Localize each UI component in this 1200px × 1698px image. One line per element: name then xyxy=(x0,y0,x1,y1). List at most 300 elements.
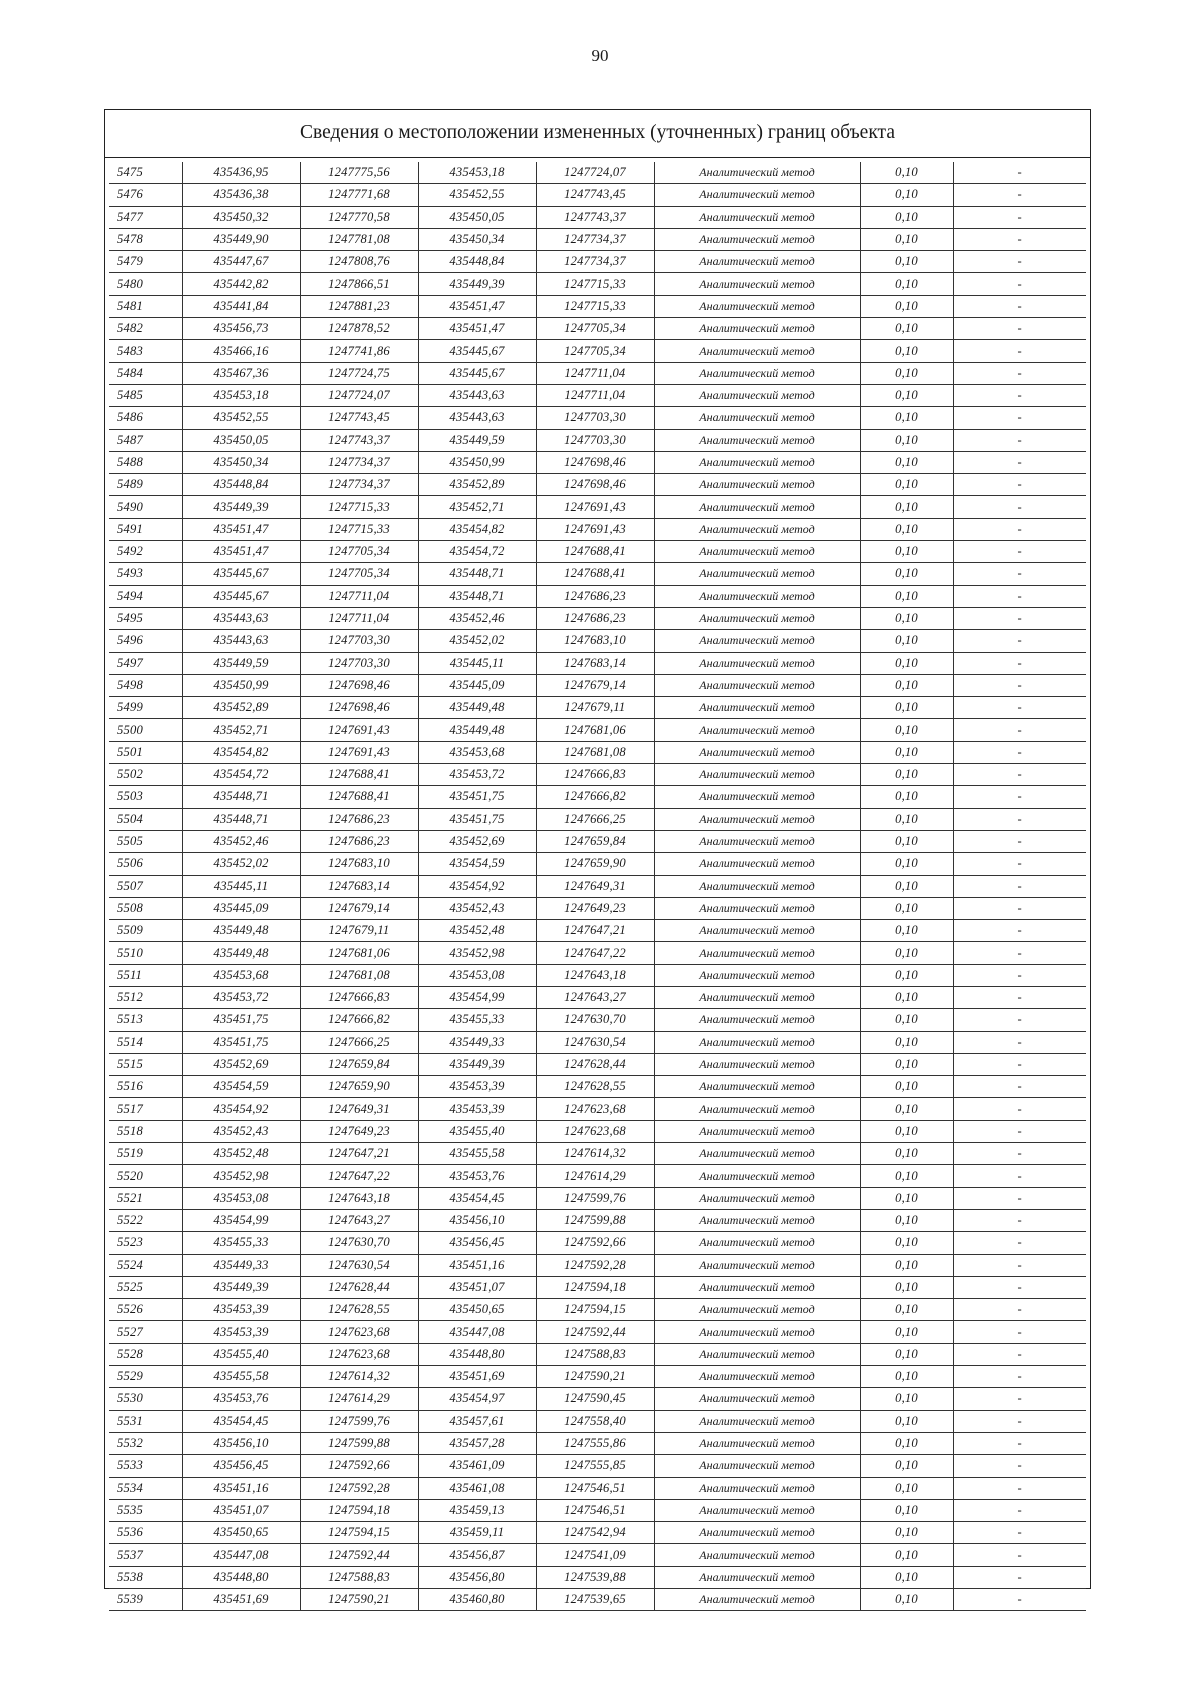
y-new-cell: 1247698,46 xyxy=(536,451,654,473)
y-old-cell: 1247775,56 xyxy=(300,162,418,184)
table-row xyxy=(109,652,1086,674)
x-new-cell: 435452,48 xyxy=(418,920,536,942)
table-row xyxy=(109,1254,1086,1276)
table-row xyxy=(109,1477,1086,1499)
y-new-cell: 1247546,51 xyxy=(536,1499,654,1521)
point-number-cell: 5527 xyxy=(109,1321,182,1343)
x-new-cell: 435449,48 xyxy=(418,697,536,719)
x-new-cell: 435453,68 xyxy=(418,741,536,763)
table-row xyxy=(109,764,1086,786)
y-new-cell: 1247623,68 xyxy=(536,1098,654,1120)
y-old-cell: 1247781,08 xyxy=(300,228,418,250)
point-number-cell: 5484 xyxy=(109,362,182,384)
x-old-cell: 435456,45 xyxy=(182,1455,300,1477)
x-new-cell: 435459,11 xyxy=(418,1522,536,1544)
x-new-cell: 435454,99 xyxy=(418,986,536,1008)
table-row xyxy=(109,830,1086,852)
method-cell: Аналитический метод xyxy=(654,228,860,250)
table-row xyxy=(109,1276,1086,1298)
note-cell: - xyxy=(953,1031,1086,1053)
x-new-cell: 435449,39 xyxy=(418,273,536,295)
point-number-cell: 5475 xyxy=(109,162,182,184)
table-row xyxy=(109,1053,1086,1075)
method-cell: Аналитический метод xyxy=(654,630,860,652)
x-new-cell: 435451,47 xyxy=(418,318,536,340)
method-cell: Аналитический метод xyxy=(654,1388,860,1410)
table-row xyxy=(109,1187,1086,1209)
y-old-cell: 1247628,55 xyxy=(300,1299,418,1321)
x-new-cell: 435456,80 xyxy=(418,1566,536,1588)
y-new-cell: 1247647,21 xyxy=(536,920,654,942)
table-row xyxy=(109,1299,1086,1321)
table-row xyxy=(109,541,1086,563)
note-cell: - xyxy=(953,429,1086,451)
note-cell: - xyxy=(953,764,1086,786)
accuracy-cell: 0,10 xyxy=(860,362,953,384)
note-cell: - xyxy=(953,652,1086,674)
y-old-cell: 1247594,15 xyxy=(300,1522,418,1544)
point-number-cell: 5517 xyxy=(109,1098,182,1120)
accuracy-cell: 0,10 xyxy=(860,184,953,206)
point-number-cell: 5539 xyxy=(109,1589,182,1611)
x-old-cell: 435451,75 xyxy=(182,1009,300,1031)
accuracy-cell: 0,10 xyxy=(860,1544,953,1566)
x-new-cell: 435453,08 xyxy=(418,964,536,986)
point-number-cell: 5487 xyxy=(109,429,182,451)
table-row xyxy=(109,1031,1086,1053)
x-new-cell: 435443,63 xyxy=(418,407,536,429)
x-old-cell: 435448,71 xyxy=(182,786,300,808)
x-new-cell: 435450,34 xyxy=(418,228,536,250)
point-number-cell: 5536 xyxy=(109,1522,182,1544)
table-row xyxy=(109,496,1086,518)
method-cell: Аналитический метод xyxy=(654,585,860,607)
note-cell: - xyxy=(953,786,1086,808)
y-old-cell: 1247679,11 xyxy=(300,920,418,942)
y-new-cell: 1247703,30 xyxy=(536,429,654,451)
x-old-cell: 435447,67 xyxy=(182,251,300,273)
x-new-cell: 435456,87 xyxy=(418,1544,536,1566)
method-cell: Аналитический метод xyxy=(654,362,860,384)
x-new-cell: 435448,71 xyxy=(418,563,536,585)
table-row xyxy=(109,318,1086,340)
note-cell: - xyxy=(953,496,1086,518)
note-cell: - xyxy=(953,1053,1086,1075)
y-new-cell: 1247688,41 xyxy=(536,563,654,585)
table-row xyxy=(109,407,1086,429)
accuracy-cell: 0,10 xyxy=(860,1009,953,1031)
table-row xyxy=(109,1009,1086,1031)
note-cell: - xyxy=(953,719,1086,741)
point-number-cell: 5495 xyxy=(109,607,182,629)
y-old-cell: 1247594,18 xyxy=(300,1499,418,1521)
x-old-cell: 435453,08 xyxy=(182,1187,300,1209)
y-new-cell: 1247683,10 xyxy=(536,630,654,652)
x-old-cell: 435450,32 xyxy=(182,206,300,228)
y-old-cell: 1247659,84 xyxy=(300,1053,418,1075)
x-new-cell: 435457,61 xyxy=(418,1410,536,1432)
accuracy-cell: 0,10 xyxy=(860,1321,953,1343)
x-old-cell: 435445,67 xyxy=(182,585,300,607)
table-row xyxy=(109,920,1086,942)
y-new-cell: 1247643,27 xyxy=(536,986,654,1008)
point-number-cell: 5478 xyxy=(109,228,182,250)
x-new-cell: 435456,10 xyxy=(418,1209,536,1231)
x-old-cell: 435449,48 xyxy=(182,920,300,942)
y-old-cell: 1247649,23 xyxy=(300,1120,418,1142)
table-row xyxy=(109,273,1086,295)
accuracy-cell: 0,10 xyxy=(860,920,953,942)
x-new-cell: 435452,89 xyxy=(418,474,536,496)
method-cell: Аналитический метод xyxy=(654,1299,860,1321)
x-old-cell: 435451,47 xyxy=(182,541,300,563)
method-cell: Аналитический метод xyxy=(654,251,860,273)
method-cell: Аналитический метод xyxy=(654,697,860,719)
table-row xyxy=(109,384,1086,406)
note-cell: - xyxy=(953,1343,1086,1365)
note-cell: - xyxy=(953,228,1086,250)
method-cell: Аналитический метод xyxy=(654,1187,860,1209)
accuracy-cell: 0,10 xyxy=(860,541,953,563)
accuracy-cell: 0,10 xyxy=(860,451,953,473)
point-number-cell: 5525 xyxy=(109,1276,182,1298)
point-number-cell: 5492 xyxy=(109,541,182,563)
table-row xyxy=(109,563,1086,585)
x-old-cell: 435454,72 xyxy=(182,764,300,786)
x-old-cell: 435452,43 xyxy=(182,1120,300,1142)
point-number-cell: 5504 xyxy=(109,808,182,830)
note-cell: - xyxy=(953,1321,1086,1343)
method-cell: Аналитический метод xyxy=(654,541,860,563)
x-old-cell: 435455,40 xyxy=(182,1343,300,1365)
y-old-cell: 1247686,23 xyxy=(300,808,418,830)
x-new-cell: 435459,13 xyxy=(418,1499,536,1521)
y-new-cell: 1247734,37 xyxy=(536,228,654,250)
point-number-cell: 5509 xyxy=(109,920,182,942)
y-new-cell: 1247724,07 xyxy=(536,162,654,184)
note-cell: - xyxy=(953,808,1086,830)
x-old-cell: 435441,84 xyxy=(182,295,300,317)
y-new-cell: 1247679,11 xyxy=(536,697,654,719)
note-cell: - xyxy=(953,451,1086,473)
y-old-cell: 1247666,83 xyxy=(300,986,418,1008)
y-new-cell: 1247594,15 xyxy=(536,1299,654,1321)
method-cell: Аналитический метод xyxy=(654,964,860,986)
x-new-cell: 435452,69 xyxy=(418,830,536,852)
y-old-cell: 1247643,27 xyxy=(300,1209,418,1231)
note-cell: - xyxy=(953,1544,1086,1566)
accuracy-cell: 0,10 xyxy=(860,1031,953,1053)
table-row xyxy=(109,875,1086,897)
point-number-cell: 5497 xyxy=(109,652,182,674)
table-row xyxy=(109,1455,1086,1477)
y-new-cell: 1247628,44 xyxy=(536,1053,654,1075)
table-row xyxy=(109,251,1086,273)
table-body xyxy=(109,162,1086,1611)
point-number-cell: 5519 xyxy=(109,1143,182,1165)
y-old-cell: 1247691,43 xyxy=(300,719,418,741)
method-cell: Аналитический метод xyxy=(654,1165,860,1187)
note-cell: - xyxy=(953,853,1086,875)
y-old-cell: 1247878,52 xyxy=(300,318,418,340)
note-cell: - xyxy=(953,1009,1086,1031)
table-row xyxy=(109,362,1086,384)
y-new-cell: 1247705,34 xyxy=(536,318,654,340)
point-number-cell: 5501 xyxy=(109,741,182,763)
y-new-cell: 1247546,51 xyxy=(536,1477,654,1499)
note-cell: - xyxy=(953,1522,1086,1544)
x-old-cell: 435467,36 xyxy=(182,362,300,384)
point-number-cell: 5532 xyxy=(109,1432,182,1454)
note-cell: - xyxy=(953,1432,1086,1454)
accuracy-cell: 0,10 xyxy=(860,206,953,228)
note-cell: - xyxy=(953,1499,1086,1521)
x-new-cell: 435443,63 xyxy=(418,384,536,406)
x-new-cell: 435445,11 xyxy=(418,652,536,674)
method-cell: Аналитический метод xyxy=(654,830,860,852)
x-old-cell: 435448,84 xyxy=(182,474,300,496)
accuracy-cell: 0,10 xyxy=(860,1209,953,1231)
point-number-cell: 5506 xyxy=(109,853,182,875)
accuracy-cell: 0,10 xyxy=(860,1143,953,1165)
x-new-cell: 435452,46 xyxy=(418,607,536,629)
method-cell: Аналитический метод xyxy=(654,764,860,786)
x-new-cell: 435450,99 xyxy=(418,451,536,473)
accuracy-cell: 0,10 xyxy=(860,1343,953,1365)
method-cell: Аналитический метод xyxy=(654,1432,860,1454)
x-old-cell: 435449,39 xyxy=(182,496,300,518)
accuracy-cell: 0,10 xyxy=(860,518,953,540)
accuracy-cell: 0,10 xyxy=(860,830,953,852)
method-cell: Аналитический метод xyxy=(654,451,860,473)
y-new-cell: 1247666,83 xyxy=(536,764,654,786)
y-old-cell: 1247683,10 xyxy=(300,853,418,875)
point-number-cell: 5522 xyxy=(109,1209,182,1231)
x-new-cell: 435445,67 xyxy=(418,362,536,384)
method-cell: Аналитический метод xyxy=(654,1522,860,1544)
x-new-cell: 435450,65 xyxy=(418,1299,536,1321)
point-number-cell: 5500 xyxy=(109,719,182,741)
method-cell: Аналитический метод xyxy=(654,719,860,741)
x-new-cell: 435445,67 xyxy=(418,340,536,362)
y-old-cell: 1247741,86 xyxy=(300,340,418,362)
x-new-cell: 435448,71 xyxy=(418,585,536,607)
y-old-cell: 1247599,88 xyxy=(300,1432,418,1454)
accuracy-cell: 0,10 xyxy=(860,741,953,763)
note-cell: - xyxy=(953,295,1086,317)
y-old-cell: 1247698,46 xyxy=(300,697,418,719)
table-row xyxy=(109,808,1086,830)
y-old-cell: 1247649,31 xyxy=(300,1098,418,1120)
y-old-cell: 1247623,68 xyxy=(300,1343,418,1365)
accuracy-cell: 0,10 xyxy=(860,318,953,340)
table-row xyxy=(109,1522,1086,1544)
y-new-cell: 1247630,54 xyxy=(536,1031,654,1053)
method-cell: Аналитический метод xyxy=(654,986,860,1008)
table-row xyxy=(109,1143,1086,1165)
note-cell: - xyxy=(953,875,1086,897)
note-cell: - xyxy=(953,251,1086,273)
x-old-cell: 435452,55 xyxy=(182,407,300,429)
accuracy-cell: 0,10 xyxy=(860,429,953,451)
y-old-cell: 1247599,76 xyxy=(300,1410,418,1432)
accuracy-cell: 0,10 xyxy=(860,674,953,696)
y-new-cell: 1247630,70 xyxy=(536,1009,654,1031)
point-number-cell: 5493 xyxy=(109,563,182,585)
x-new-cell: 435461,08 xyxy=(418,1477,536,1499)
point-number-cell: 5503 xyxy=(109,786,182,808)
x-old-cell: 435453,39 xyxy=(182,1299,300,1321)
point-number-cell: 5505 xyxy=(109,830,182,852)
x-old-cell: 435453,18 xyxy=(182,384,300,406)
accuracy-cell: 0,10 xyxy=(860,1254,953,1276)
table-row xyxy=(109,1566,1086,1588)
method-cell: Аналитический метод xyxy=(654,1254,860,1276)
table-row xyxy=(109,1165,1086,1187)
y-new-cell: 1247592,44 xyxy=(536,1321,654,1343)
y-new-cell: 1247666,25 xyxy=(536,808,654,830)
method-cell: Аналитический метод xyxy=(654,340,860,362)
table-row xyxy=(109,1098,1086,1120)
y-old-cell: 1247679,14 xyxy=(300,897,418,919)
accuracy-cell: 0,10 xyxy=(860,295,953,317)
y-new-cell: 1247599,76 xyxy=(536,1187,654,1209)
x-new-cell: 435453,39 xyxy=(418,1098,536,1120)
method-cell: Аналитический метод xyxy=(654,1276,860,1298)
point-number-cell: 5512 xyxy=(109,986,182,1008)
x-old-cell: 435452,98 xyxy=(182,1165,300,1187)
accuracy-cell: 0,10 xyxy=(860,1432,953,1454)
y-old-cell: 1247588,83 xyxy=(300,1566,418,1588)
method-cell: Аналитический метод xyxy=(654,853,860,875)
y-new-cell: 1247686,23 xyxy=(536,607,654,629)
method-cell: Аналитический метод xyxy=(654,1566,860,1588)
y-old-cell: 1247734,37 xyxy=(300,474,418,496)
method-cell: Аналитический метод xyxy=(654,786,860,808)
method-cell: Аналитический метод xyxy=(654,429,860,451)
table-row xyxy=(109,585,1086,607)
note-cell: - xyxy=(953,1455,1086,1477)
y-old-cell: 1247771,68 xyxy=(300,184,418,206)
y-new-cell: 1247698,46 xyxy=(536,474,654,496)
coordinates-table xyxy=(109,162,1086,1611)
x-old-cell: 435466,16 xyxy=(182,340,300,362)
accuracy-cell: 0,10 xyxy=(860,1165,953,1187)
y-old-cell: 1247686,23 xyxy=(300,830,418,852)
x-old-cell: 435451,07 xyxy=(182,1499,300,1521)
x-old-cell: 435442,82 xyxy=(182,273,300,295)
table-row xyxy=(109,1232,1086,1254)
note-cell: - xyxy=(953,830,1086,852)
method-cell: Аналитический метод xyxy=(654,1031,860,1053)
table-row xyxy=(109,1544,1086,1566)
x-new-cell: 435454,59 xyxy=(418,853,536,875)
accuracy-cell: 0,10 xyxy=(860,251,953,273)
table-row xyxy=(109,184,1086,206)
y-new-cell: 1247686,23 xyxy=(536,585,654,607)
point-number-cell: 5537 xyxy=(109,1544,182,1566)
x-new-cell: 435451,47 xyxy=(418,295,536,317)
x-old-cell: 435451,16 xyxy=(182,1477,300,1499)
y-old-cell: 1247681,08 xyxy=(300,964,418,986)
x-new-cell: 435461,09 xyxy=(418,1455,536,1477)
accuracy-cell: 0,10 xyxy=(860,875,953,897)
note-cell: - xyxy=(953,563,1086,585)
point-number-cell: 5508 xyxy=(109,897,182,919)
note-cell: - xyxy=(953,1187,1086,1209)
method-cell: Аналитический метод xyxy=(654,607,860,629)
y-old-cell: 1247711,04 xyxy=(300,607,418,629)
y-old-cell: 1247691,43 xyxy=(300,741,418,763)
x-old-cell: 435443,63 xyxy=(182,607,300,629)
x-old-cell: 435451,47 xyxy=(182,518,300,540)
accuracy-cell: 0,10 xyxy=(860,786,953,808)
y-new-cell: 1247659,84 xyxy=(536,830,654,852)
accuracy-cell: 0,10 xyxy=(860,1388,953,1410)
point-number-cell: 5491 xyxy=(109,518,182,540)
x-old-cell: 435449,59 xyxy=(182,652,300,674)
table-row xyxy=(109,964,1086,986)
method-cell: Аналитический метод xyxy=(654,674,860,696)
method-cell: Аналитический метод xyxy=(654,1209,860,1231)
table-row xyxy=(109,1388,1086,1410)
point-number-cell: 5481 xyxy=(109,295,182,317)
y-new-cell: 1247666,82 xyxy=(536,786,654,808)
x-old-cell: 435449,48 xyxy=(182,942,300,964)
accuracy-cell: 0,10 xyxy=(860,273,953,295)
y-new-cell: 1247643,18 xyxy=(536,964,654,986)
table-row xyxy=(109,429,1086,451)
table-row xyxy=(109,228,1086,250)
note-cell: - xyxy=(953,362,1086,384)
y-new-cell: 1247705,34 xyxy=(536,340,654,362)
y-old-cell: 1247590,21 xyxy=(300,1589,418,1611)
x-new-cell: 435452,55 xyxy=(418,184,536,206)
table-row xyxy=(109,1432,1086,1454)
x-new-cell: 435454,72 xyxy=(418,541,536,563)
method-cell: Аналитический метод xyxy=(654,1477,860,1499)
y-old-cell: 1247703,30 xyxy=(300,652,418,674)
x-old-cell: 435448,80 xyxy=(182,1566,300,1588)
point-number-cell: 5530 xyxy=(109,1388,182,1410)
table-row xyxy=(109,206,1086,228)
point-number-cell: 5483 xyxy=(109,340,182,362)
note-cell: - xyxy=(953,964,1086,986)
accuracy-cell: 0,10 xyxy=(860,1477,953,1499)
x-old-cell: 435451,75 xyxy=(182,1031,300,1053)
note-cell: - xyxy=(953,340,1086,362)
note-cell: - xyxy=(953,1566,1086,1588)
point-number-cell: 5494 xyxy=(109,585,182,607)
table-row xyxy=(109,1343,1086,1365)
y-old-cell: 1247647,21 xyxy=(300,1143,418,1165)
y-old-cell: 1247743,45 xyxy=(300,407,418,429)
x-old-cell: 435451,69 xyxy=(182,1589,300,1611)
method-cell: Аналитический метод xyxy=(654,875,860,897)
y-new-cell: 1247647,22 xyxy=(536,942,654,964)
y-new-cell: 1247542,94 xyxy=(536,1522,654,1544)
x-old-cell: 435453,68 xyxy=(182,964,300,986)
x-old-cell: 435445,09 xyxy=(182,897,300,919)
x-old-cell: 435454,59 xyxy=(182,1076,300,1098)
accuracy-cell: 0,10 xyxy=(860,853,953,875)
y-old-cell: 1247711,04 xyxy=(300,585,418,607)
x-old-cell: 435453,76 xyxy=(182,1388,300,1410)
point-number-cell: 5486 xyxy=(109,407,182,429)
point-number-cell: 5502 xyxy=(109,764,182,786)
page-number: 90 xyxy=(591,46,609,65)
table-row xyxy=(109,474,1086,496)
